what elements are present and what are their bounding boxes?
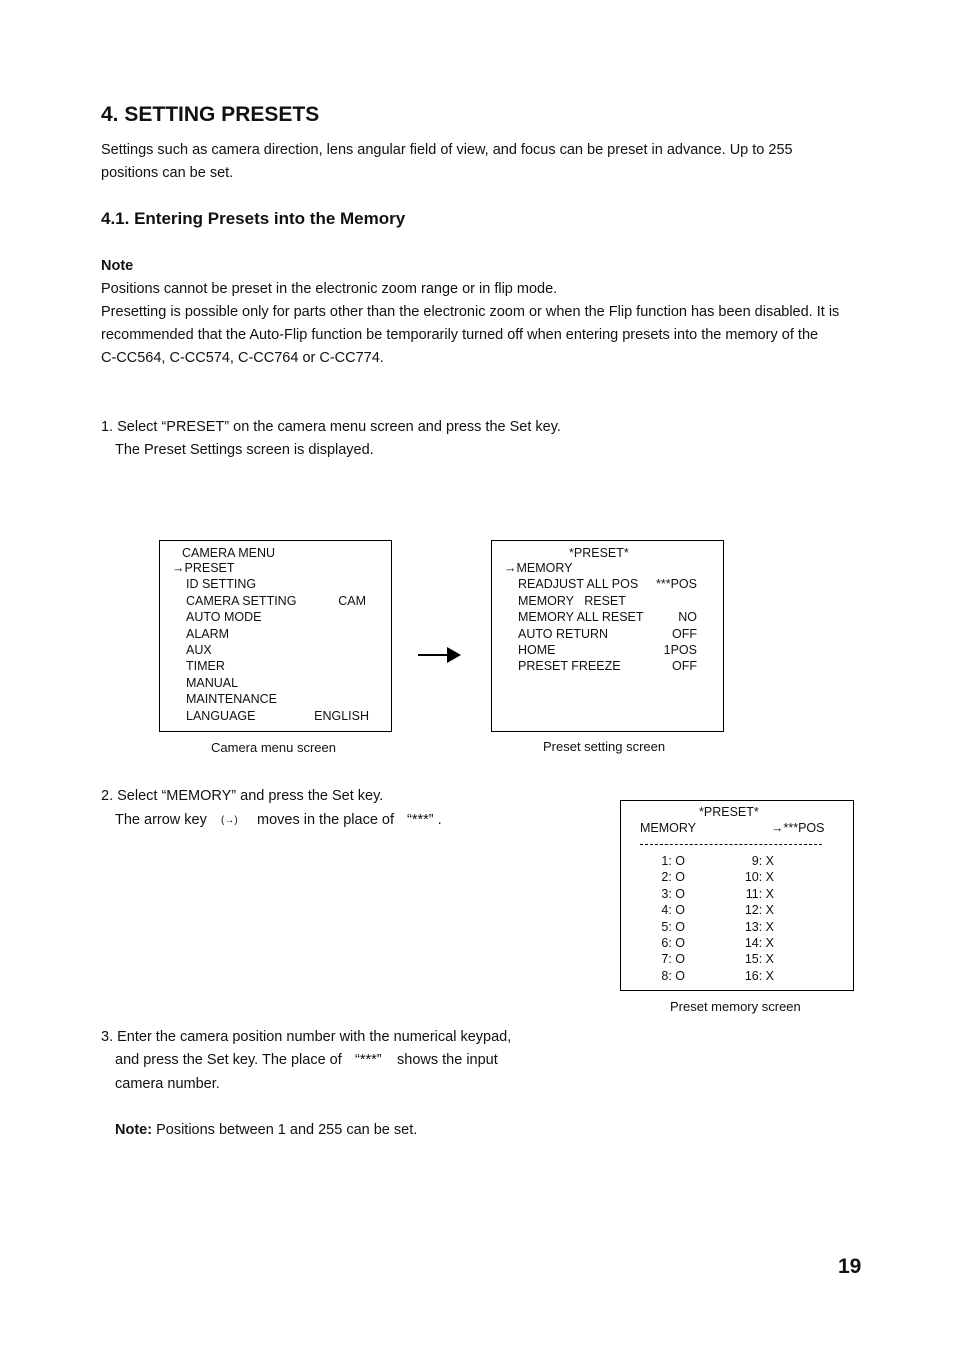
preset-setting-item: AUTO RETURN [518, 626, 609, 641]
preset-setting-item-value: 1POS [663, 643, 697, 657]
camera-menu-item: AUX [186, 643, 212, 657]
camera-menu-item: TIMER [186, 659, 225, 674]
step3-note-text: Positions between 1 and 255 can be set. [152, 1122, 418, 1138]
step3-line-2c: shows the input [397, 1052, 498, 1068]
memory-slot-left: 7: O [661, 952, 685, 967]
camera-menu-item: ALARM [186, 626, 230, 641]
arrow-line [418, 654, 448, 656]
memory-slot-right: 12: X [744, 903, 774, 918]
preset-memory-caption: Preset memory screen [670, 999, 801, 1014]
note-line-2: Presetting is possible only for parts other than the electronic zoom or when the Flip function has been disabled. It is [101, 304, 840, 320]
note-line-4: C-CC564, C-CC574, C-CC764 or C-CC774. [101, 350, 384, 366]
page-heading: 4. SETTING PRESETS [101, 103, 320, 126]
step3-line-1: 3. Enter the camera position number with the numerical keypad, [101, 1029, 512, 1045]
step3-line-3: camera number. [115, 1076, 220, 1092]
note-title: Note [101, 258, 134, 274]
memory-slot-left: 5: O [661, 919, 685, 934]
intro-line-2: positions can be set. [101, 165, 234, 181]
step3-note-label: Note: [115, 1122, 153, 1138]
preset-setting-item-value: OFF [672, 659, 697, 674]
divider [640, 844, 822, 845]
memory-slot-left: 1: O [661, 854, 685, 868]
camera-menu-item: ID SETTING [186, 577, 257, 592]
step2-line-1: 2. Select “MEMORY” and press the Set key. [101, 788, 384, 804]
memory-slot-left: 3: O [661, 886, 685, 901]
section-heading: 4.1. Entering Presets into the Memory [101, 209, 406, 228]
memory-slot-left: 8: O [661, 968, 685, 983]
step1-line-1: 1. Select “PRESET” on the camera menu screen and press the Set key. [101, 419, 561, 435]
camera-menu-item: AUTO MODE [186, 610, 262, 625]
memory-slot-right: 13: X [744, 919, 774, 934]
intro-line-1: Settings such as camera direction, lens angular field of view, and focus can be preset in advance. Up to 255 [101, 142, 793, 158]
step2-part-a: The arrow key [115, 812, 207, 828]
preset-memory-title: *PRESET* [699, 805, 759, 819]
memory-slot-right: 16: X [744, 968, 774, 983]
memory-slot-right: 11: X [745, 886, 774, 901]
step2-part-b: moves in the place of [257, 812, 395, 828]
step2-part-c: “***” . [407, 812, 442, 828]
camera-menu-item: MAINTENANCE [186, 692, 277, 707]
arrow-key-symbol: (→) [221, 815, 238, 826]
preset-setting-item: →MEMORY [504, 561, 573, 575]
camera-menu-item-value: CAM [338, 593, 366, 608]
preset-setting-item: PRESET FREEZE [518, 659, 621, 674]
memory-slot-left: 2: O [661, 870, 685, 885]
step3-note [115, 1119, 417, 1142]
page-number: 19 [838, 1255, 862, 1278]
camera-menu-caption: Camera menu screen [211, 740, 336, 755]
note-line-3: recommended that the Auto-Flip function be temporarily turned off when entering presets into the memory of the [101, 327, 819, 343]
preset-setting-item: MEMORY RESET [518, 593, 626, 608]
camera-menu-item: MANUAL [186, 675, 239, 690]
preset-setting-item: MEMORY ALL RESET [518, 610, 644, 625]
memory-label: MEMORY [640, 821, 697, 835]
camera-menu-item: →PRESET [172, 561, 235, 575]
camera-menu-item: LANGUAGE [186, 708, 256, 723]
note-line-1: Positions cannot be preset in the electronic zoom range or in flip mode. [101, 281, 558, 297]
preset-setting-item-value: ***POS [656, 577, 697, 592]
memory-value: →***POS [771, 821, 825, 835]
memory-slot-right: 10: X [744, 870, 774, 885]
step3-line-2a: and press the Set key. The place of [115, 1052, 342, 1068]
preset-setting-item-value: OFF [672, 626, 697, 641]
preset-setting-item-value: NO [678, 610, 697, 625]
preset-setting-caption: Preset setting screen [543, 739, 666, 754]
right-arrow-icon [447, 647, 461, 663]
preset-setting-item: HOME [518, 643, 556, 657]
memory-slot-left: 4: O [661, 903, 685, 918]
step3-line-2b: “***” [355, 1052, 382, 1068]
memory-slot-right: 15: X [744, 952, 774, 967]
step1-line-2: The Preset Settings screen is displayed. [115, 442, 374, 458]
preset-setting-item: READJUST ALL POS [518, 577, 639, 592]
preset-setting-title: *PRESET* [569, 546, 629, 560]
camera-menu-item-value: ENGLISH [314, 708, 369, 723]
memory-slot-left: 6: O [661, 936, 685, 950]
memory-slot-right: 14: X [744, 936, 774, 950]
camera-menu-item: CAMERA SETTING [186, 593, 297, 608]
camera-menu-title: CAMERA MENU [182, 546, 276, 560]
memory-slot-right: 9: X [751, 854, 774, 868]
